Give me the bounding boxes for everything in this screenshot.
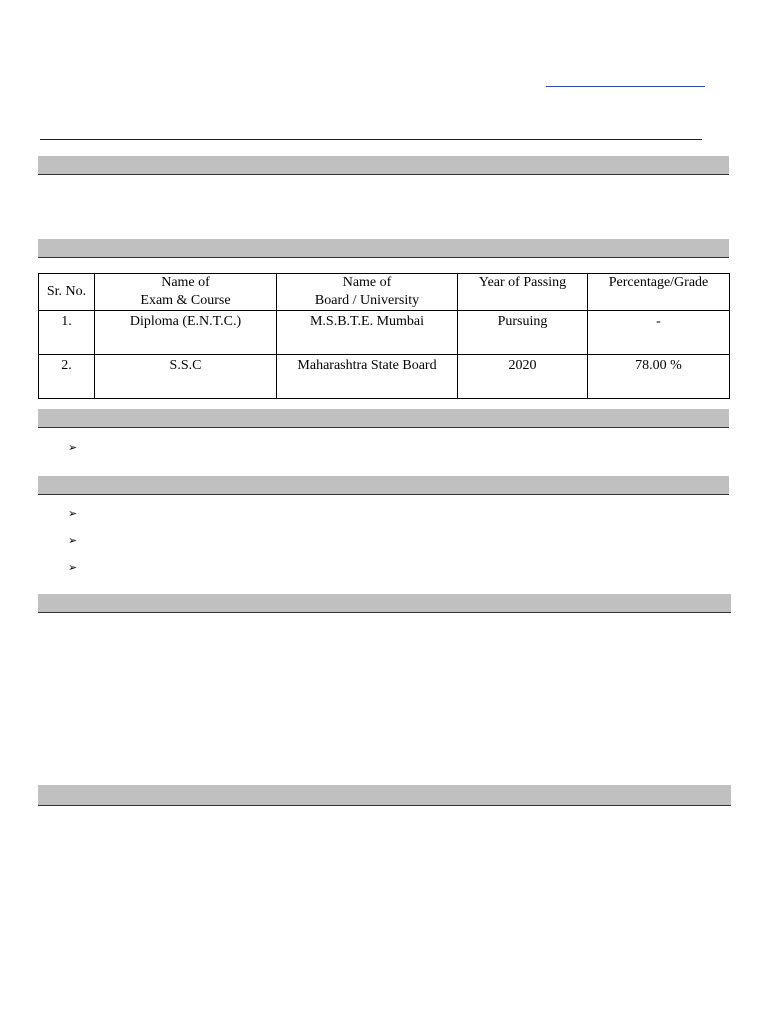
header-year-of-passing: Year of Passing (458, 274, 588, 311)
cell-grade: 78.00 % (588, 355, 730, 399)
table-header-row (39, 274, 730, 311)
cell-year: 2020 (458, 355, 588, 399)
section-bar-3 (38, 409, 729, 428)
header-percentage-grade: Percentage/Grade (588, 274, 730, 311)
cell-sr: 1. (39, 311, 95, 355)
table-row (39, 311, 730, 355)
header-exam-line2: Exam & Course (140, 293, 231, 308)
arrow-bullet-icon: ➢ (68, 507, 78, 520)
arrow-bullet-icon: ➢ (68, 534, 78, 547)
header-exam-line1: Name of (161, 275, 210, 290)
header-divider (40, 139, 702, 140)
table-row (39, 355, 730, 399)
cell-board: M.S.B.T.E. Mumbai (277, 311, 458, 355)
header-board-line1: Name of (342, 275, 392, 290)
section-bar-6 (38, 785, 731, 806)
cell-year: Pursuing (458, 311, 588, 355)
header-exam-course (95, 274, 277, 311)
header-sr-no: Sr. No. (39, 274, 95, 311)
education-table (38, 273, 730, 399)
section-bar-education (38, 239, 729, 258)
cell-board: Maharashtra State Board (277, 355, 458, 399)
header-board-university (277, 274, 458, 311)
section-bar-5 (38, 594, 731, 613)
section-bar-4 (38, 476, 729, 495)
arrow-bullet-icon: ➢ (68, 441, 78, 454)
arrow-bullet-icon: ➢ (68, 561, 78, 574)
cell-exam: S.S.C (95, 355, 277, 399)
email-link-underline[interactable] (546, 86, 705, 87)
cell-grade: - (588, 311, 730, 355)
header-board-line2: Board / University (314, 293, 420, 308)
section-bar-objective (38, 156, 729, 175)
cell-exam: Diploma (E.N.T.C.) (95, 311, 277, 355)
cell-sr: 2. (39, 355, 95, 399)
